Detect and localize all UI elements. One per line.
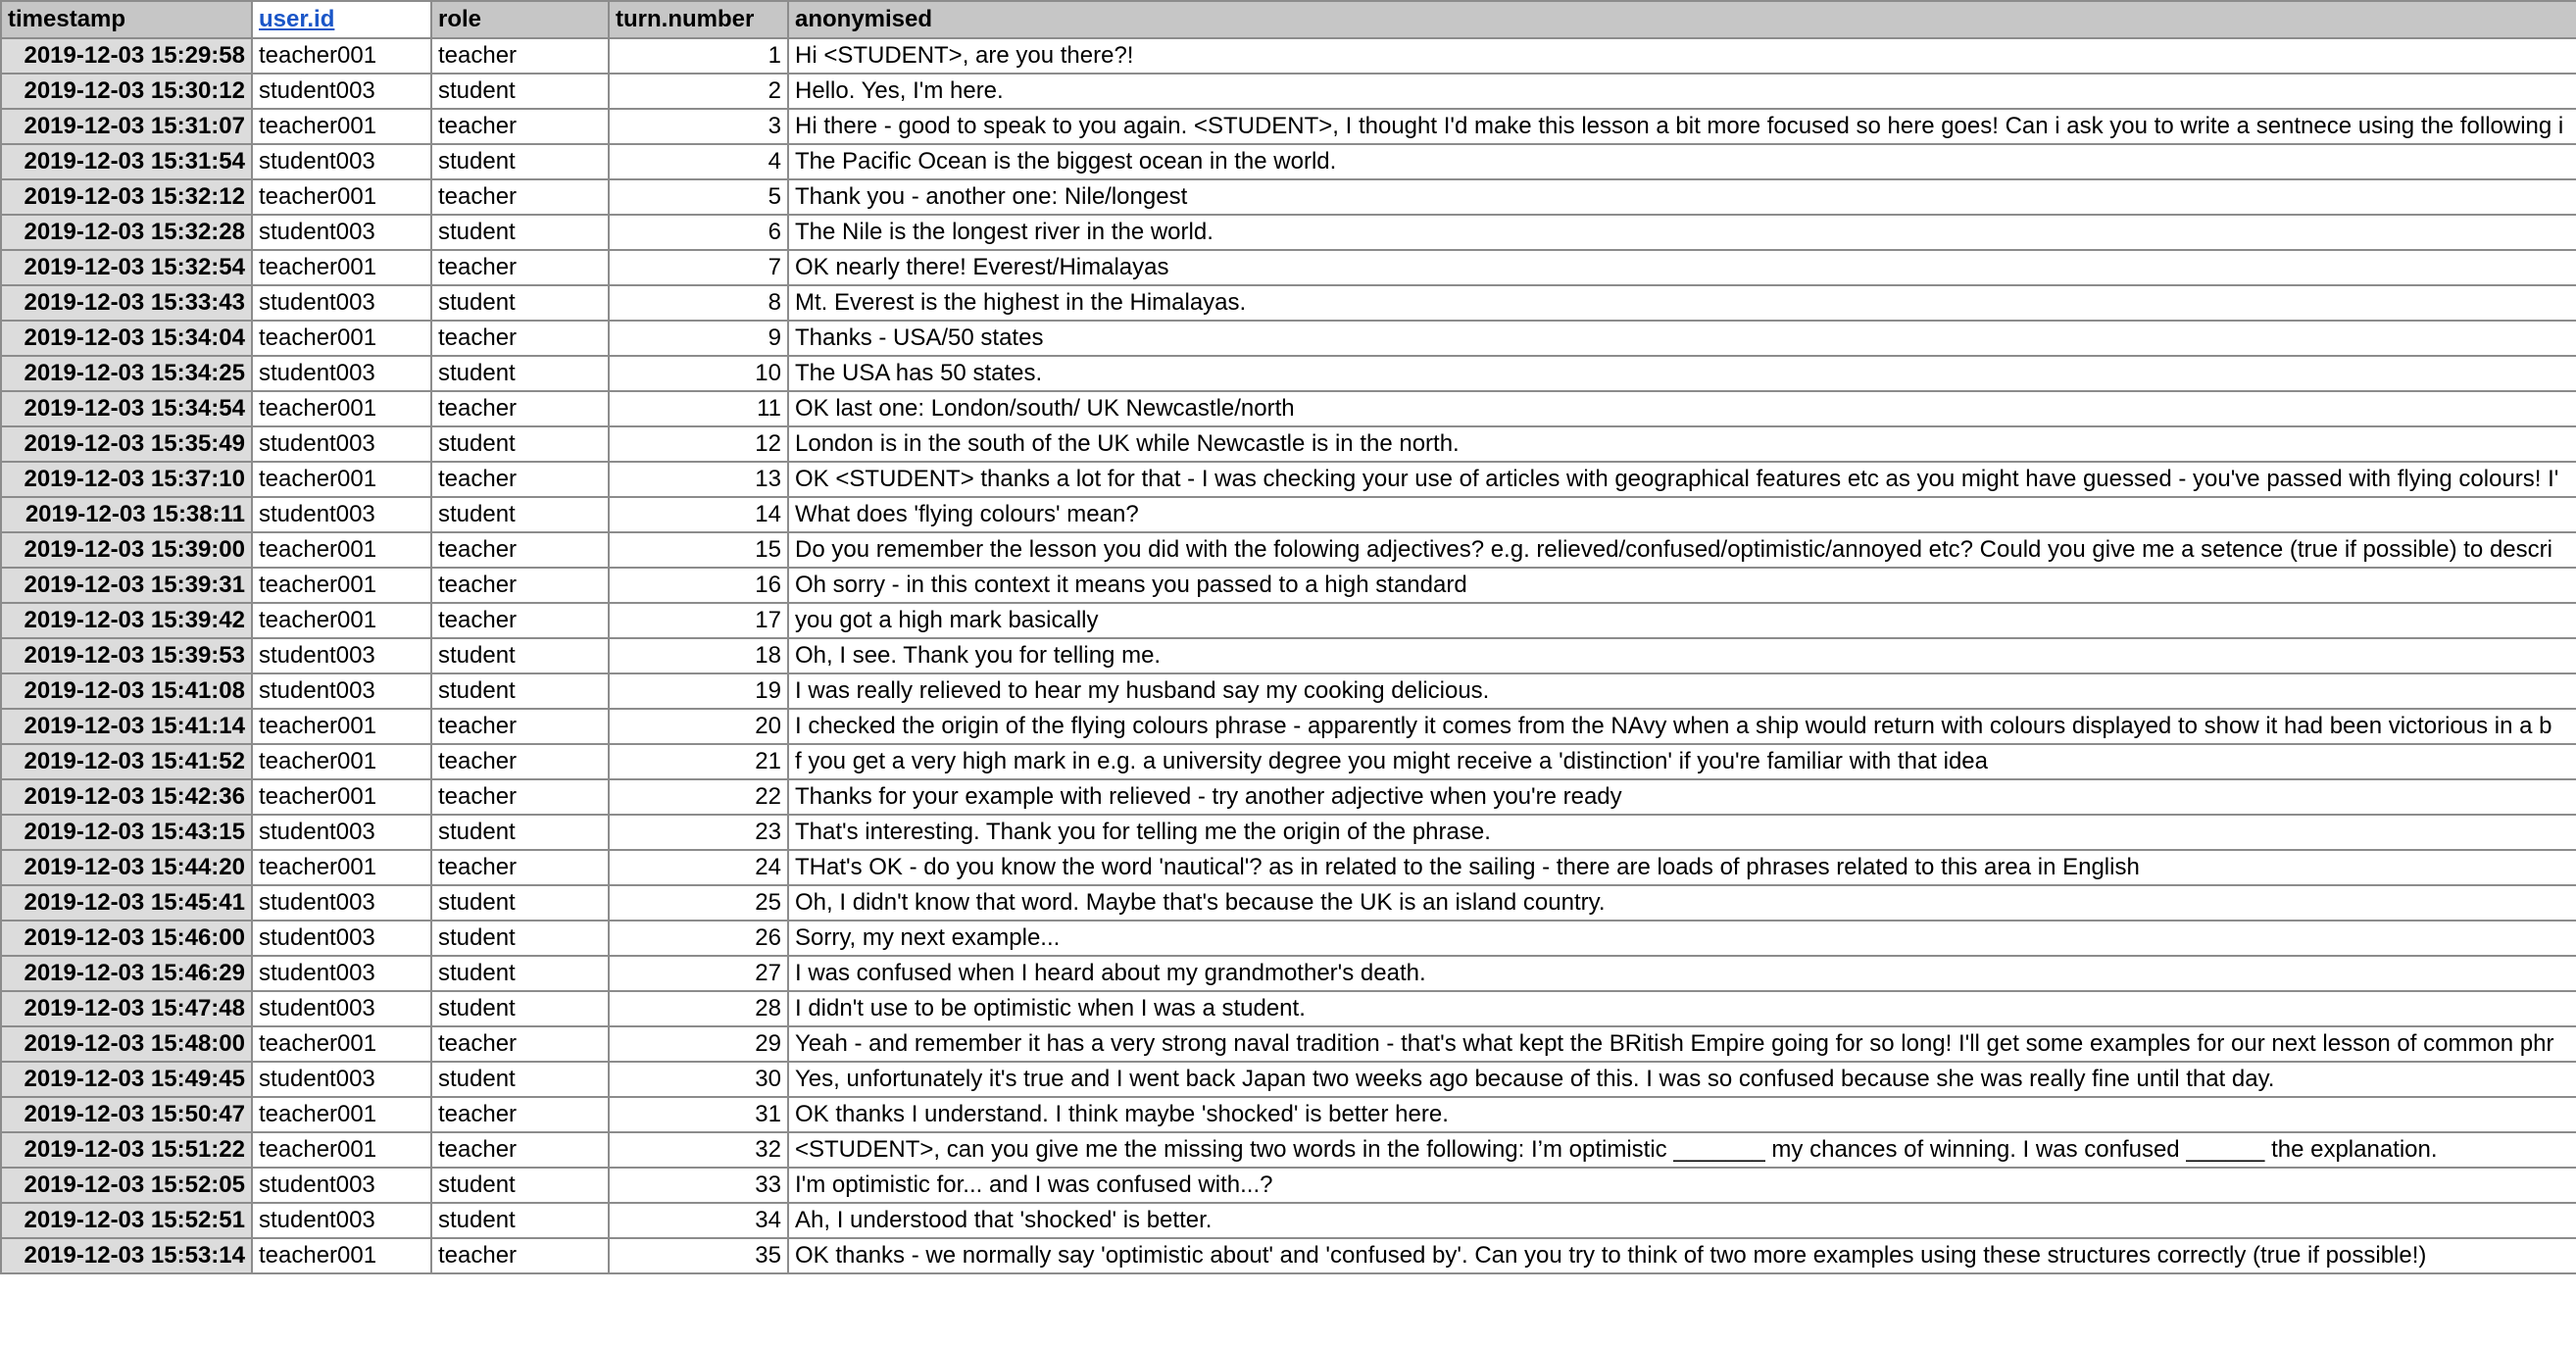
cell-turn-number[interactable]: 17: [609, 603, 788, 638]
cell-anonymised[interactable]: Mt. Everest is the highest in the Himalayas.: [788, 285, 2576, 321]
table-row: [1, 1026, 2576, 1062]
table-row: [1, 462, 2576, 497]
cell-turn-number[interactable]: 29: [609, 1026, 788, 1062]
cell-anonymised[interactable]: I was really relieved to hear my husband say my cooking delicious.: [788, 673, 2576, 709]
table-row: [1, 1097, 2576, 1132]
header-anonymised[interactable]: anonymised: [788, 1, 2576, 38]
cell-timestamp[interactable]: 2019-12-03 15:53:14: [1, 1238, 252, 1273]
cell-timestamp[interactable]: 2019-12-03 15:34:04: [1, 321, 252, 356]
cell-role[interactable]: teacher: [431, 603, 609, 638]
cell-timestamp[interactable]: 2019-12-03 15:46:00: [1, 921, 252, 956]
cell-anonymised[interactable]: Thank you - another one: Nile/longest: [788, 179, 2576, 215]
cell-timestamp[interactable]: 2019-12-03 15:39:00: [1, 532, 252, 568]
cell-role[interactable]: teacher: [431, 744, 609, 779]
cell-timestamp[interactable]: 2019-12-03 15:31:54: [1, 144, 252, 179]
cell-user-id[interactable]: teacher001: [252, 250, 431, 285]
table-row: [1, 532, 2576, 568]
cell-timestamp[interactable]: 2019-12-03 15:32:54: [1, 250, 252, 285]
cell-anonymised[interactable]: The Nile is the longest river in the world.: [788, 215, 2576, 250]
cell-role[interactable]: student: [431, 991, 609, 1026]
cell-anonymised[interactable]: OK thanks - we normally say 'optimistic about' and 'confused by'. Can you try to think of two more examples using these structures correctly (true if possible!): [788, 1238, 2576, 1273]
cell-turn-number[interactable]: 15: [609, 532, 788, 568]
table-row: [1, 1238, 2576, 1273]
cell-timestamp[interactable]: 2019-12-03 15:30:12: [1, 74, 252, 109]
cell-timestamp[interactable]: 2019-12-03 15:46:29: [1, 956, 252, 991]
cell-role[interactable]: teacher: [431, 568, 609, 603]
table-row: [1, 850, 2576, 885]
cell-turn-number[interactable]: 10: [609, 356, 788, 391]
cell-timestamp[interactable]: 2019-12-03 15:33:43: [1, 285, 252, 321]
cell-turn-number[interactable]: 22: [609, 779, 788, 815]
table-row: [1, 497, 2576, 532]
table-row: [1, 1168, 2576, 1203]
cell-role[interactable]: student: [431, 921, 609, 956]
cell-user-id[interactable]: student003: [252, 956, 431, 991]
cell-timestamp[interactable]: 2019-12-03 15:37:10: [1, 462, 252, 497]
cell-timestamp[interactable]: 2019-12-03 15:39:31: [1, 568, 252, 603]
cell-role[interactable]: student: [431, 497, 609, 532]
cell-user-id[interactable]: teacher001: [252, 38, 431, 74]
cell-timestamp[interactable]: 2019-12-03 15:41:52: [1, 744, 252, 779]
cell-user-id[interactable]: student003: [252, 673, 431, 709]
cell-user-id[interactable]: student003: [252, 285, 431, 321]
cell-role[interactable]: teacher: [431, 532, 609, 568]
cell-anonymised[interactable]: I was confused when I heard about my grandmother's death.: [788, 956, 2576, 991]
cell-turn-number[interactable]: 32: [609, 1132, 788, 1168]
cell-timestamp[interactable]: 2019-12-03 15:50:47: [1, 1097, 252, 1132]
table-row: [1, 921, 2576, 956]
cell-anonymised[interactable]: The USA has 50 states.: [788, 356, 2576, 391]
cell-turn-number[interactable]: 25: [609, 885, 788, 921]
cell-role[interactable]: teacher: [431, 391, 609, 426]
table-row: [1, 38, 2576, 74]
cell-role[interactable]: teacher: [431, 1097, 609, 1132]
cell-timestamp[interactable]: 2019-12-03 15:41:14: [1, 709, 252, 744]
cell-role[interactable]: student: [431, 638, 609, 673]
cell-anonymised[interactable]: Thanks - USA/50 states: [788, 321, 2576, 356]
header-row: [1, 1, 2576, 38]
cell-timestamp[interactable]: 2019-12-03 15:52:51: [1, 1203, 252, 1238]
cell-turn-number[interactable]: 16: [609, 568, 788, 603]
cell-turn-number[interactable]: 13: [609, 462, 788, 497]
cell-turn-number[interactable]: 20: [609, 709, 788, 744]
cell-role[interactable]: student: [431, 74, 609, 109]
cell-timestamp[interactable]: 2019-12-03 15:48:00: [1, 1026, 252, 1062]
cell-turn-number[interactable]: 21: [609, 744, 788, 779]
header-turn-number[interactable]: turn.number: [609, 1, 788, 38]
cell-role[interactable]: teacher: [431, 38, 609, 74]
cell-timestamp[interactable]: 2019-12-03 15:39:53: [1, 638, 252, 673]
cell-user-id[interactable]: teacher001: [252, 1097, 431, 1132]
cell-timestamp[interactable]: 2019-12-03 15:31:07: [1, 109, 252, 144]
cell-timestamp[interactable]: 2019-12-03 15:51:22: [1, 1132, 252, 1168]
cell-timestamp[interactable]: 2019-12-03 15:34:25: [1, 356, 252, 391]
cell-anonymised[interactable]: Ah, I understood that 'shocked' is better.: [788, 1203, 2576, 1238]
cell-role[interactable]: teacher: [431, 179, 609, 215]
cell-user-id[interactable]: teacher001: [252, 779, 431, 815]
cell-user-id[interactable]: teacher001: [252, 109, 431, 144]
table-row: [1, 673, 2576, 709]
cell-role[interactable]: teacher: [431, 1132, 609, 1168]
cell-timestamp[interactable]: 2019-12-03 15:45:41: [1, 885, 252, 921]
table-row: [1, 1203, 2576, 1238]
cell-user-id[interactable]: student003: [252, 815, 431, 850]
cell-role[interactable]: student: [431, 673, 609, 709]
table-row: [1, 815, 2576, 850]
table-row: [1, 603, 2576, 638]
cell-user-id[interactable]: student003: [252, 215, 431, 250]
cell-role[interactable]: teacher: [431, 250, 609, 285]
cell-turn-number[interactable]: 24: [609, 850, 788, 885]
table-row: [1, 391, 2576, 426]
cell-anonymised[interactable]: Hi <STUDENT>, are you there?!: [788, 38, 2576, 74]
cell-role[interactable]: teacher: [431, 779, 609, 815]
table-row: [1, 1132, 2576, 1168]
cell-user-id[interactable]: teacher001: [252, 568, 431, 603]
cell-turn-number[interactable]: 14: [609, 497, 788, 532]
cell-turn-number[interactable]: 30: [609, 1062, 788, 1097]
table-row: [1, 144, 2576, 179]
table-row: [1, 285, 2576, 321]
cell-user-id[interactable]: student003: [252, 638, 431, 673]
cell-user-id[interactable]: teacher001: [252, 179, 431, 215]
cell-timestamp[interactable]: 2019-12-03 15:47:48: [1, 991, 252, 1026]
cell-role[interactable]: student: [431, 285, 609, 321]
cell-user-id[interactable]: teacher001: [252, 1026, 431, 1062]
cell-anonymised[interactable]: Yeah - and remember it has a very strong naval tradition - that's what kept the BRitish Empire going for so long! I'll get some examples for our next lesson of common phr: [788, 1026, 2576, 1062]
cell-role[interactable]: student: [431, 815, 609, 850]
cell-user-id[interactable]: teacher001: [252, 603, 431, 638]
cell-anonymised[interactable]: Thanks for your example with relieved - try another adjective when you're ready: [788, 779, 2576, 815]
cell-timestamp[interactable]: 2019-12-03 15:32:12: [1, 179, 252, 215]
cell-timestamp[interactable]: 2019-12-03 15:34:54: [1, 391, 252, 426]
cell-role[interactable]: teacher: [431, 462, 609, 497]
table-row: [1, 426, 2576, 462]
cell-turn-number[interactable]: 33: [609, 1168, 788, 1203]
cell-timestamp[interactable]: 2019-12-03 15:49:45: [1, 1062, 252, 1097]
table-row: [1, 991, 2576, 1026]
cell-role[interactable]: student: [431, 426, 609, 462]
cell-anonymised[interactable]: The Pacific Ocean is the biggest ocean in the world.: [788, 144, 2576, 179]
table-row: [1, 356, 2576, 391]
table-row: [1, 638, 2576, 673]
cell-role[interactable]: student: [431, 144, 609, 179]
cell-user-id[interactable]: teacher001: [252, 850, 431, 885]
cell-user-id[interactable]: student003: [252, 1062, 431, 1097]
header-user-id[interactable]: user.id: [252, 1, 431, 38]
cell-role[interactable]: student: [431, 885, 609, 921]
cell-user-id[interactable]: student003: [252, 497, 431, 532]
cell-role[interactable]: teacher: [431, 1026, 609, 1062]
table-row: [1, 1062, 2576, 1097]
cell-user-id[interactable]: teacher001: [252, 1238, 431, 1273]
cell-anonymised[interactable]: Yes, unfortunately it's true and I went back Japan two weeks ago because of this. I was so confused because she was really fine until that day.: [788, 1062, 2576, 1097]
table-row: [1, 109, 2576, 144]
cell-user-id[interactable]: student003: [252, 921, 431, 956]
header-role[interactable]: role: [431, 1, 609, 38]
table-row: [1, 215, 2576, 250]
cell-anonymised[interactable]: OK thanks I understand. I think maybe 'shocked' is better here.: [788, 1097, 2576, 1132]
cell-anonymised[interactable]: Sorry, my next example...: [788, 921, 2576, 956]
cell-anonymised[interactable]: I checked the origin of the flying colours phrase - apparently it comes from the NAvy when a ship would return with colours displayed to show it had been victorious in a b: [788, 709, 2576, 744]
cell-timestamp[interactable]: 2019-12-03 15:42:36: [1, 779, 252, 815]
cell-user-id[interactable]: student003: [252, 426, 431, 462]
cell-timestamp[interactable]: 2019-12-03 15:44:20: [1, 850, 252, 885]
table-row: [1, 885, 2576, 921]
cell-turn-number[interactable]: 8: [609, 285, 788, 321]
cell-timestamp[interactable]: 2019-12-03 15:52:05: [1, 1168, 252, 1203]
cell-anonymised[interactable]: That's interesting. Thank you for telling me the origin of the phrase.: [788, 815, 2576, 850]
cell-role[interactable]: student: [431, 215, 609, 250]
table-row: [1, 568, 2576, 603]
cell-user-id[interactable]: student003: [252, 1203, 431, 1238]
cell-user-id[interactable]: student003: [252, 991, 431, 1026]
cell-turn-number[interactable]: 11: [609, 391, 788, 426]
cell-role[interactable]: teacher: [431, 709, 609, 744]
cell-user-id[interactable]: student003: [252, 356, 431, 391]
cell-role[interactable]: teacher: [431, 321, 609, 356]
table-row: [1, 321, 2576, 356]
cell-turn-number[interactable]: 23: [609, 815, 788, 850]
cell-anonymised[interactable]: Oh, I see. Thank you for telling me.: [788, 638, 2576, 673]
cell-turn-number[interactable]: 31: [609, 1097, 788, 1132]
cell-turn-number[interactable]: 2: [609, 74, 788, 109]
cell-anonymised[interactable]: London is in the south of the UK while Newcastle is in the north.: [788, 426, 2576, 462]
cell-user-id[interactable]: student003: [252, 144, 431, 179]
cell-turn-number[interactable]: 27: [609, 956, 788, 991]
header-timestamp[interactable]: timestamp: [1, 1, 252, 38]
cell-anonymised[interactable]: <STUDENT>, can you give me the missing two words in the following: I’m optimistic _______ my chances of winning. I was confused ______ the explanation.: [788, 1132, 2576, 1168]
cell-role[interactable]: teacher: [431, 850, 609, 885]
cell-user-id[interactable]: teacher001: [252, 391, 431, 426]
cell-user-id[interactable]: teacher001: [252, 1132, 431, 1168]
cell-turn-number[interactable]: 4: [609, 144, 788, 179]
cell-turn-number[interactable]: 35: [609, 1238, 788, 1273]
cell-turn-number[interactable]: 34: [609, 1203, 788, 1238]
cell-anonymised[interactable]: What does 'flying colours' mean?: [788, 497, 2576, 532]
cell-timestamp[interactable]: 2019-12-03 15:29:58: [1, 38, 252, 74]
cell-turn-number[interactable]: 28: [609, 991, 788, 1026]
cell-anonymised[interactable]: Hello. Yes, I'm here.: [788, 74, 2576, 109]
table-row: [1, 956, 2576, 991]
cell-role[interactable]: student: [431, 356, 609, 391]
cell-turn-number[interactable]: 18: [609, 638, 788, 673]
cell-timestamp[interactable]: 2019-12-03 15:39:42: [1, 603, 252, 638]
cell-turn-number[interactable]: 6: [609, 215, 788, 250]
cell-user-id[interactable]: teacher001: [252, 744, 431, 779]
table-body: [1, 38, 2576, 1273]
cell-turn-number[interactable]: 5: [609, 179, 788, 215]
table-row: [1, 74, 2576, 109]
cell-role[interactable]: student: [431, 956, 609, 991]
cell-anonymised[interactable]: f you get a very high mark in e.g. a university degree you might receive a 'distinction' if you're familiar with that idea: [788, 744, 2576, 779]
table-row: [1, 709, 2576, 744]
table-row: [1, 744, 2576, 779]
cell-anonymised[interactable]: Do you remember the lesson you did with the folowing adjectives? e.g. relieved/confused/optimistic/annoyed etc? Could you give me a setence (true if possible) to descri: [788, 532, 2576, 568]
cell-user-id[interactable]: student003: [252, 1168, 431, 1203]
cell-user-id[interactable]: teacher001: [252, 462, 431, 497]
cell-anonymised[interactable]: OK last one: London/south/ UK Newcastle/north: [788, 391, 2576, 426]
cell-anonymised[interactable]: Oh sorry - in this context it means you passed to a high standard: [788, 568, 2576, 603]
cell-timestamp[interactable]: 2019-12-03 15:38:11: [1, 497, 252, 532]
cell-timestamp[interactable]: 2019-12-03 15:35:49: [1, 426, 252, 462]
cell-anonymised[interactable]: OK <STUDENT> thanks a lot for that - I was checking your use of articles with geographical features etc as you might have guessed - you've passed with flying colours! I': [788, 462, 2576, 497]
table-row: [1, 250, 2576, 285]
cell-role[interactable]: teacher: [431, 109, 609, 144]
cell-user-id[interactable]: teacher001: [252, 709, 431, 744]
cell-anonymised[interactable]: THat's OK - do you know the word 'nautical'? as in related to the sailing - there are loads of phrases related to this area in English: [788, 850, 2576, 885]
cell-user-id[interactable]: teacher001: [252, 532, 431, 568]
cell-turn-number[interactable]: 7: [609, 250, 788, 285]
cell-anonymised[interactable]: Hi there - good to speak to you again. <STUDENT>, I thought I'd make this lesson a bit more focused so here goes! Can i ask you to write a sentnece using the following i: [788, 109, 2576, 144]
cell-anonymised[interactable]: OK nearly there! Everest/Himalayas: [788, 250, 2576, 285]
cell-turn-number[interactable]: 26: [609, 921, 788, 956]
cell-timestamp[interactable]: 2019-12-03 15:41:08: [1, 673, 252, 709]
cell-turn-number[interactable]: 19: [609, 673, 788, 709]
cell-turn-number[interactable]: 3: [609, 109, 788, 144]
cell-timestamp[interactable]: 2019-12-03 15:43:15: [1, 815, 252, 850]
cell-anonymised[interactable]: I'm optimistic for... and I was confused with...?: [788, 1168, 2576, 1203]
cell-role[interactable]: teacher: [431, 1238, 609, 1273]
cell-anonymised[interactable]: you got a high mark basically: [788, 603, 2576, 638]
cell-turn-number[interactable]: 9: [609, 321, 788, 356]
cell-role[interactable]: student: [431, 1168, 609, 1203]
table-row: [1, 179, 2576, 215]
cell-user-id[interactable]: student003: [252, 74, 431, 109]
cell-turn-number[interactable]: 1: [609, 38, 788, 74]
cell-turn-number[interactable]: 12: [609, 426, 788, 462]
cell-user-id[interactable]: teacher001: [252, 321, 431, 356]
cell-anonymised[interactable]: I didn't use to be optimistic when I was a student.: [788, 991, 2576, 1026]
cell-timestamp[interactable]: 2019-12-03 15:32:28: [1, 215, 252, 250]
table-row: [1, 779, 2576, 815]
cell-user-id[interactable]: student003: [252, 885, 431, 921]
cell-role[interactable]: student: [431, 1203, 609, 1238]
cell-role[interactable]: student: [431, 1062, 609, 1097]
cell-anonymised[interactable]: Oh, I didn't know that word. Maybe that's because the UK is an island country.: [788, 885, 2576, 921]
